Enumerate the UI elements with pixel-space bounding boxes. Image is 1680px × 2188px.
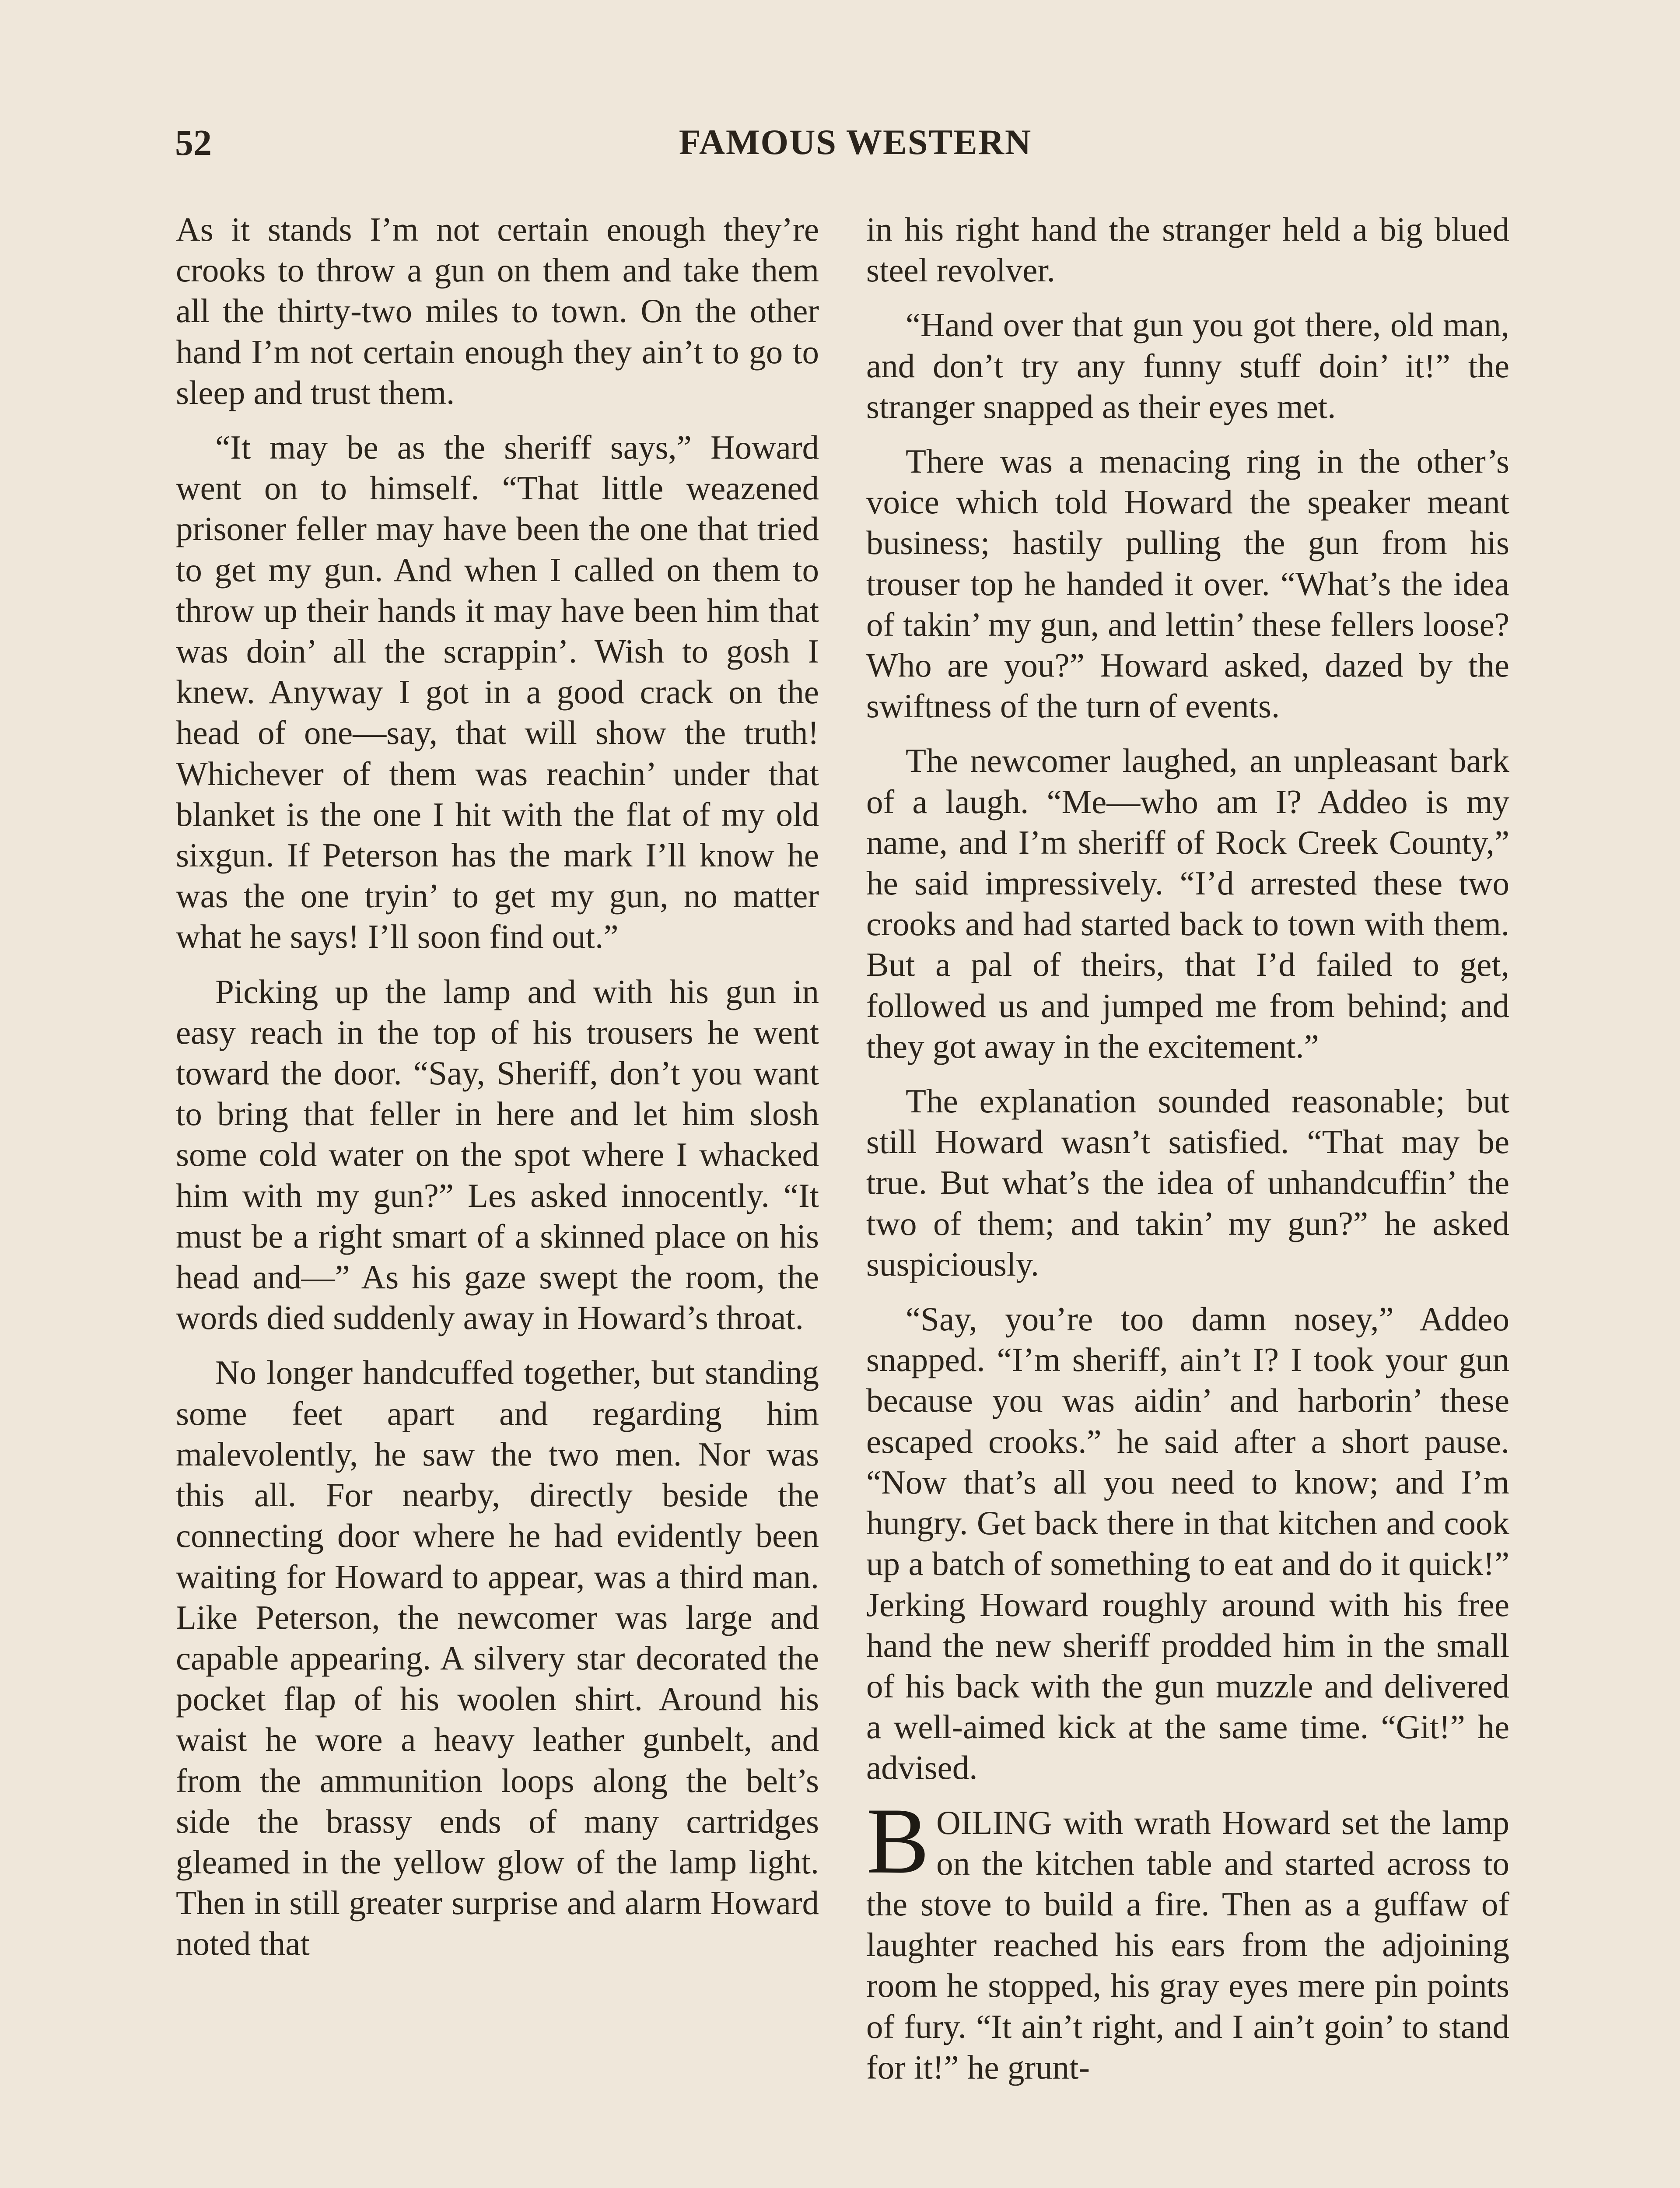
paragraph: Picking up the lamp and with his gun in easy reach in the top of his trousers he went toward the door. “Say, Sheriff, don’t you want to bring that feller in here and let him slosh some cold water on the spot where I whacked him with my gun?” Les asked innocently. “It must be a right smart of a skinned place on his head and—” As his gaze swept the room, the words died suddenly away in Howard’s throat. [176,972,819,1337]
paragraph: No longer handcuffed together, but standing some feet apart and regarding him malevolently, he saw the two men. Nor was this all. For nearby, directly beside the connecting door where he had evidently been waiting for Howard to appear, was a third man. Like Peterson, the newcomer was large and capable appearing. A silvery star decorated the pocket flap of his woolen shirt. Around his waist he wore a heavy leather gunbelt, and from the ammunition loops along the belt’s side the brassy ends of many cartridges gleamed in the yellow glow of the lamp light. Then in still greater surprise and alarm Howard noted that [176,1353,819,1963]
paragraph: in his right hand the stranger held a big blued steel revolver. [866,210,1509,289]
left-text-column [176,209,819,2188]
page-number: 52 [175,123,212,163]
paragraph: The explanation sounded reasonable; but still Howard wasn’t satisfied. “That may be true. But what’s the idea of unhandcuffin’ the two of them; and takin’ my gun?” he asked suspiciously. [866,1082,1509,1283]
paragraph: “Hand over that gun you got there, old man, and don’t try any funny stuff doin’ it!” the stranger snapped as their eyes met. [866,306,1509,425]
drop-cap-paragraph-text: OILING with wrath Howard set the lamp on the kitchen table and started across to the stove to build a fire. Then as a guffaw of laughter reached his ears from the adjoining room he stopped, his gray eyes mere pin points of fury. “It ain’t right, and I ain’t goin’ to stand for it!” he grunt- [866,1803,1509,2086]
paragraph: “Say, you’re too damn nosey,” Addeo snapped. “I’m sheriff, ain’t I? I took your gun because you was aidin’ and harborin’ these escaped crooks.” he said after a short pause. “Now that’s all you need to know; and I’m hungry. Get back there in that kitchen and cook up a batch of something to eat and do it quick!” Jerking Howard roughly around with his free hand the new sheriff prodded him in the small of his back with the gun muzzle and delivered a well-aimed kick at the same time. “Git!” he advised. [866,1300,1509,1787]
paragraph: There was a menacing ring in the other’s voice which told Howard the speaker meant business; hastily pulling the gun from his trouser top he handed it over. “What’s the idea of takin’ my gun, and lettin’ these fellers loose? Who are you?” Howard asked, dazed by the swiftness of the turn of events. [866,442,1509,725]
magazine-title: FAMOUS WESTERN [679,122,1032,162]
right-text-column [866,209,1509,2188]
drop-cap-letter: B [866,1788,930,1893]
paragraph: “It may be as the sheriff says,” Howard went on to himself. “That little weazened prisoner feller may have been the one that tried to get my gun. And when I called on them to throw up their hands it may have been him that was doin’ all the scrappin’. Wish to gosh I knew. Anyway I got in a good crack on the head of one—say, that will show the truth! Whichever of them was reachin’ under that blanket is the one I hit with the flat of my old sixgun. If Peterson has the mark I’ll know he was the one tryin’ to get my gun, no matter what he says! I’ll soon find out.” [176,428,819,956]
paragraph: As it stands I’m not certain enough they’re crooks to throw a gun on them and take them all the thirty-two miles to town. On the other hand I’m not certain enough they ain’t to go to sleep and trust them. [176,210,819,411]
drop-cap-paragraph [866,1788,1509,2088]
paragraph: The newcomer laughed, an unpleasant bark of a laugh. “Me—who am I? Addeo is my name, and I’m sheriff of Rock Creek County,” he said impressively. “I’d arrested these two crooks and had started back to town with them. But a pal of theirs, that I’d failed to get, followed us and jumped me from behind; and they got away in the excitement.” [866,742,1509,1065]
